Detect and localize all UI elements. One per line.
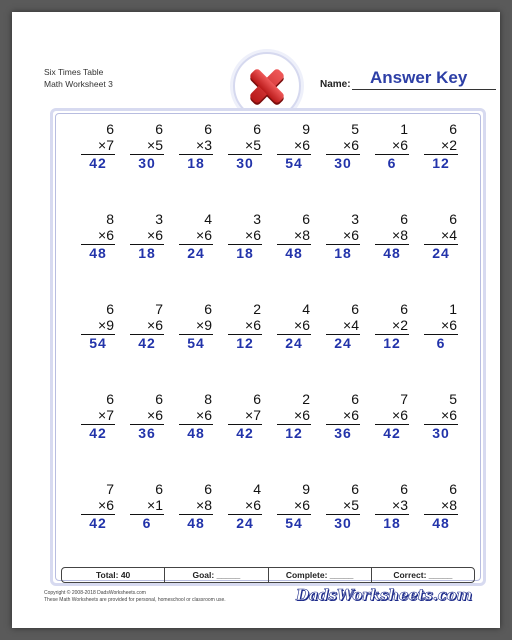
multiplicand: 8 [106,211,114,227]
multiplication-problem [277,301,311,359]
multiplication-problem [375,211,409,269]
multiplication-problem [277,121,311,179]
multiplier: ×2 [424,137,458,155]
multiplication-problem [130,301,164,359]
total-cell: Total: 40 [95,570,131,580]
answer: 42 [89,155,107,171]
worksheet-page [12,12,500,628]
answer: 18 [187,155,205,171]
multiplication-problem [228,301,262,359]
multiplication-problem [81,481,115,539]
multiplier: ×6 [277,317,311,335]
multiplier: ×6 [326,137,360,155]
multiplication-problem [424,481,458,539]
answer: 24 [236,515,254,531]
multiplier: ×5 [326,497,360,515]
multiplier: ×6 [424,317,458,335]
multiplier: ×6 [424,407,458,425]
multiplication-problem [81,121,115,179]
multiplier: ×6 [375,137,409,155]
problem-row [53,391,483,451]
multiplicand: 1 [449,301,457,317]
multiplication-problem [326,211,360,269]
multiplier: ×6 [228,317,262,335]
multiplication-problem [424,301,458,359]
multiplicand: 6 [106,391,114,407]
multiplication-problem [424,121,458,179]
answer: 6 [142,515,152,531]
multiplicand: 6 [400,211,408,227]
answer: 12 [383,335,401,351]
multiplier: ×6 [179,227,213,245]
multiplier: ×8 [424,497,458,515]
answer: 42 [138,335,156,351]
multiplier: ×7 [228,407,262,425]
answer: 54 [89,335,107,351]
answer: 36 [334,425,352,441]
multiplier: ×6 [81,227,115,245]
correct-cell: Correct: _____ [371,568,474,582]
multiplication-problem [375,481,409,539]
multiplication-problem [130,391,164,449]
multiplier: ×5 [228,137,262,155]
multiplicand: 6 [204,301,212,317]
multiplier: ×8 [375,227,409,245]
answer: 24 [187,245,205,261]
multiplicand: 6 [155,121,163,137]
answer: 18 [334,245,352,261]
multiplier: ×6 [130,317,164,335]
multiplicand: 3 [351,211,359,227]
multiplicand: 6 [351,301,359,317]
multiplier: ×3 [375,497,409,515]
name-field [320,68,498,92]
multiplication-problem [228,121,262,179]
multiplication-problem [228,481,262,539]
multiplicand: 5 [449,391,457,407]
answer: 42 [236,425,254,441]
multiplication-problem [81,211,115,269]
multiplicand: 6 [106,301,114,317]
answer: 48 [383,245,401,261]
brand-part-dads: Dads [295,586,337,604]
multiplication-problem [326,301,360,359]
multiplicand: 6 [449,121,457,137]
answer: 30 [236,155,254,171]
multiplier: ×6 [375,407,409,425]
multiplicand: 6 [400,481,408,497]
multiplier: ×6 [130,227,164,245]
multiplication-problem [277,211,311,269]
multiplicand: 4 [204,211,212,227]
multiplier: ×3 [179,137,213,155]
multiplication-problem [179,121,213,179]
multiplicand: 2 [253,301,261,317]
answer: 18 [236,245,254,261]
answer: 48 [432,515,450,531]
multiplier: ×6 [277,407,311,425]
multiplication-problem [277,391,311,449]
goal-cell: Goal: _____ [164,568,267,582]
answer: 6 [436,335,446,351]
answer: 30 [138,155,156,171]
multiplier: ×6 [179,407,213,425]
multiplier: ×4 [326,317,360,335]
name-label: Name: [320,79,351,90]
multiplier: ×6 [228,227,262,245]
brand-logo [296,586,472,604]
multiplicand: 5 [351,121,359,137]
multiplication-problem [277,481,311,539]
answer: 48 [187,425,205,441]
multiplication-problem [326,481,360,539]
multiplication-problem [375,301,409,359]
answer: 48 [187,515,205,531]
problems-frame [50,108,486,586]
answer-key-label: Answer Key [370,68,468,87]
worksheet-subtitle: Math Worksheet 3 [44,79,113,89]
multiplication-problem [375,121,409,179]
multiplication-problem [228,391,262,449]
answer: 48 [89,245,107,261]
answer: 36 [138,425,156,441]
multiplicand: 9 [302,121,310,137]
multiplication-problem [130,481,164,539]
multiplicand: 6 [253,121,261,137]
multiplicand: 6 [253,391,261,407]
multiplier: ×8 [179,497,213,515]
multiplicand: 6 [351,391,359,407]
multiplication-problem [179,211,213,269]
multiplication-problem [424,391,458,449]
multiplier: ×7 [81,137,115,155]
multiplicand: 6 [106,121,114,137]
multiplier: ×7 [81,407,115,425]
problem-row [53,121,483,181]
multiplier: ×6 [277,497,311,515]
answer: 12 [285,425,303,441]
answer: 18 [383,515,401,531]
multiplier: ×4 [424,227,458,245]
answer: 30 [334,155,352,171]
multiplier: ×8 [277,227,311,245]
worksheet-title: Six Times Table [44,67,104,77]
answer: 48 [285,245,303,261]
multiplication-problem [326,391,360,449]
problem-row [53,301,483,361]
worksheet-title-block [44,66,113,90]
multiplier: ×5 [130,137,164,155]
problem-row [53,211,483,271]
multiplicand: 6 [400,301,408,317]
multiplication-problem [179,481,213,539]
answer: 54 [285,155,303,171]
multiplicand: 4 [302,301,310,317]
multiplicand: 6 [302,211,310,227]
answer: 54 [285,515,303,531]
answer: 6 [387,155,397,171]
usage-line: These Math Worksheets are provided for personal, homeschool or classroom use. [44,596,226,603]
multiplication-problem [130,211,164,269]
answer: 24 [334,335,352,351]
brand-part-worksheets: Worksheets [336,586,433,604]
multiplication-problem [179,301,213,359]
problem-row [53,481,483,541]
multiplier: ×6 [277,137,311,155]
multiplicand: 7 [106,481,114,497]
multiplicand: 3 [253,211,261,227]
multiplication-problem [326,121,360,179]
multiplication-problem [81,301,115,359]
brand-part-com: .com [432,586,472,604]
multiplicand: 7 [400,391,408,407]
multiplicand: 6 [449,481,457,497]
score-bar [61,567,475,583]
copyright-line: Copyright © 2008-2018 DadsWorksheets.com [44,590,146,596]
multiplicand: 1 [400,121,408,137]
name-line [352,89,496,90]
multiplication-problem [375,391,409,449]
multiplicand: 4 [253,481,261,497]
multiplier: ×2 [375,317,409,335]
answer: 12 [432,155,450,171]
answer: 42 [383,425,401,441]
multiplier: ×6 [326,407,360,425]
multiplier: ×9 [81,317,115,335]
answer: 42 [89,515,107,531]
multiplier: ×6 [130,407,164,425]
multiplier: ×1 [130,497,164,515]
multiplicand: 6 [204,121,212,137]
multiplier: ×9 [179,317,213,335]
answer: 30 [334,515,352,531]
multiplicand: 6 [204,481,212,497]
multiplier: ×6 [228,497,262,515]
multiplication-problem [424,211,458,269]
multiplicand: 6 [155,391,163,407]
multiplicand: 2 [302,391,310,407]
multiplier: ×6 [326,227,360,245]
multiplier: ×6 [81,497,115,515]
multiplicand: 8 [204,391,212,407]
red-x-icon [244,63,290,109]
multiplicand: 7 [155,301,163,317]
multiplicand: 6 [449,211,457,227]
complete-cell: Complete: _____ [268,568,371,582]
answer: 18 [138,245,156,261]
multiplicand: 3 [155,211,163,227]
multiplication-problem [81,391,115,449]
answer: 42 [89,425,107,441]
multiplication-problem [179,391,213,449]
copyright-notice [44,590,226,603]
answer: 12 [236,335,254,351]
answer: 24 [432,245,450,261]
answer: 54 [187,335,205,351]
multiplicand: 6 [351,481,359,497]
answer: 30 [432,425,450,441]
multiplicand: 9 [302,481,310,497]
multiplicand: 6 [155,481,163,497]
multiplication-problem [228,211,262,269]
multiplication-problem [130,121,164,179]
answer: 24 [285,335,303,351]
